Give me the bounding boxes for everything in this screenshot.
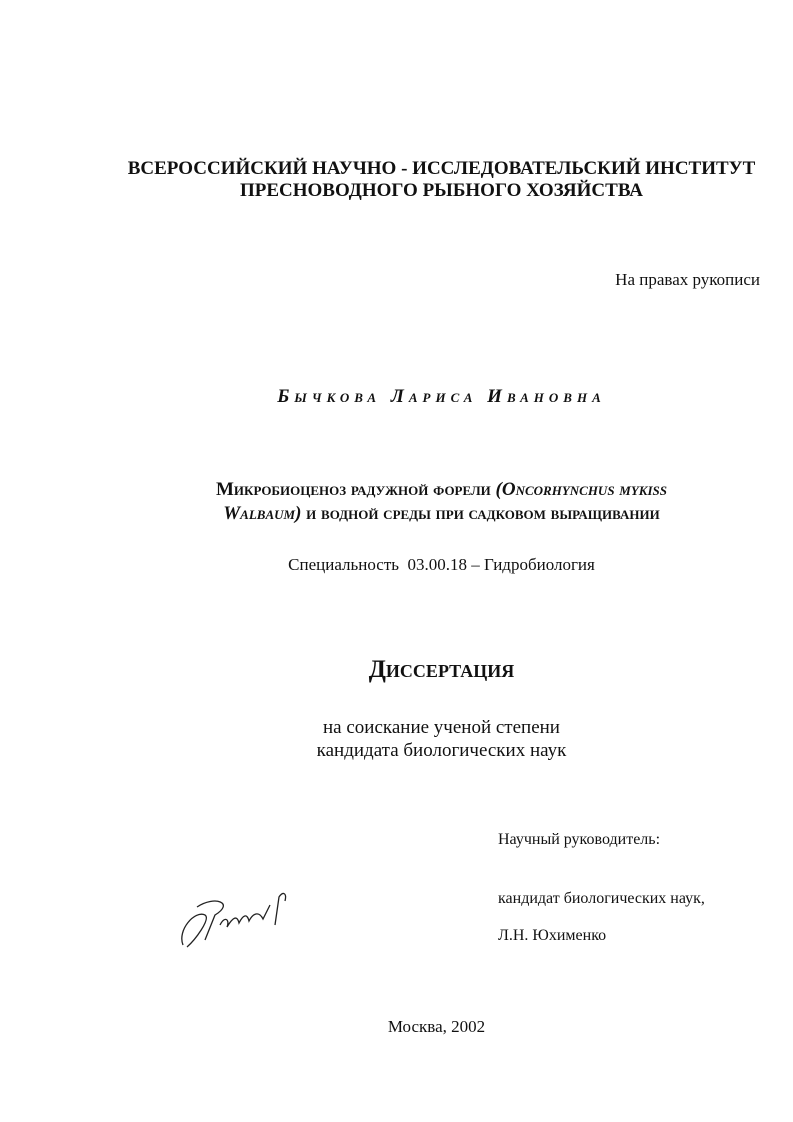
city-year: Москва, 2002 <box>387 1017 486 1036</box>
title-latin2: Walbaum) <box>223 503 302 524</box>
supervisor-label: Научный руководитель: <box>498 831 661 848</box>
title-latin1: (Oncorhynchus mykiss <box>495 479 667 500</box>
manuscript-note: На правах рукописи <box>615 270 760 289</box>
document-type: Диссертация <box>368 656 515 683</box>
degree <box>45 716 793 762</box>
title-part2: и водной среды при садковом выращивании <box>301 503 660 524</box>
author-name: Бычкова Лариса Ивановна <box>277 386 606 407</box>
title-part1: Микробиоценоз радужной форели <box>215 479 496 500</box>
degree-line1: на соискание ученой степени <box>323 717 560 738</box>
supervisor-name: Л.Н. Юхименко <box>498 927 607 944</box>
supervisor-degree: кандидат биологических наук, <box>498 890 705 907</box>
institute-line1: ВСЕРОССИЙСКИЙ НАУЧНО - ИССЛЕДОВАТЕЛЬСКИЙ ИНСТИТУТ <box>127 158 756 179</box>
dissertation-title <box>45 478 793 526</box>
specialty: Специальность 03.00.18 – Гидробиология <box>288 555 595 574</box>
institute-line2: ПРЕСНОВОДНОГО РЫБНОГО ХОЗЯЙСТВА <box>239 180 644 201</box>
degree-line2: кандидата биологических наук <box>316 740 567 761</box>
author-signature <box>175 885 305 955</box>
institute-name <box>45 158 793 202</box>
